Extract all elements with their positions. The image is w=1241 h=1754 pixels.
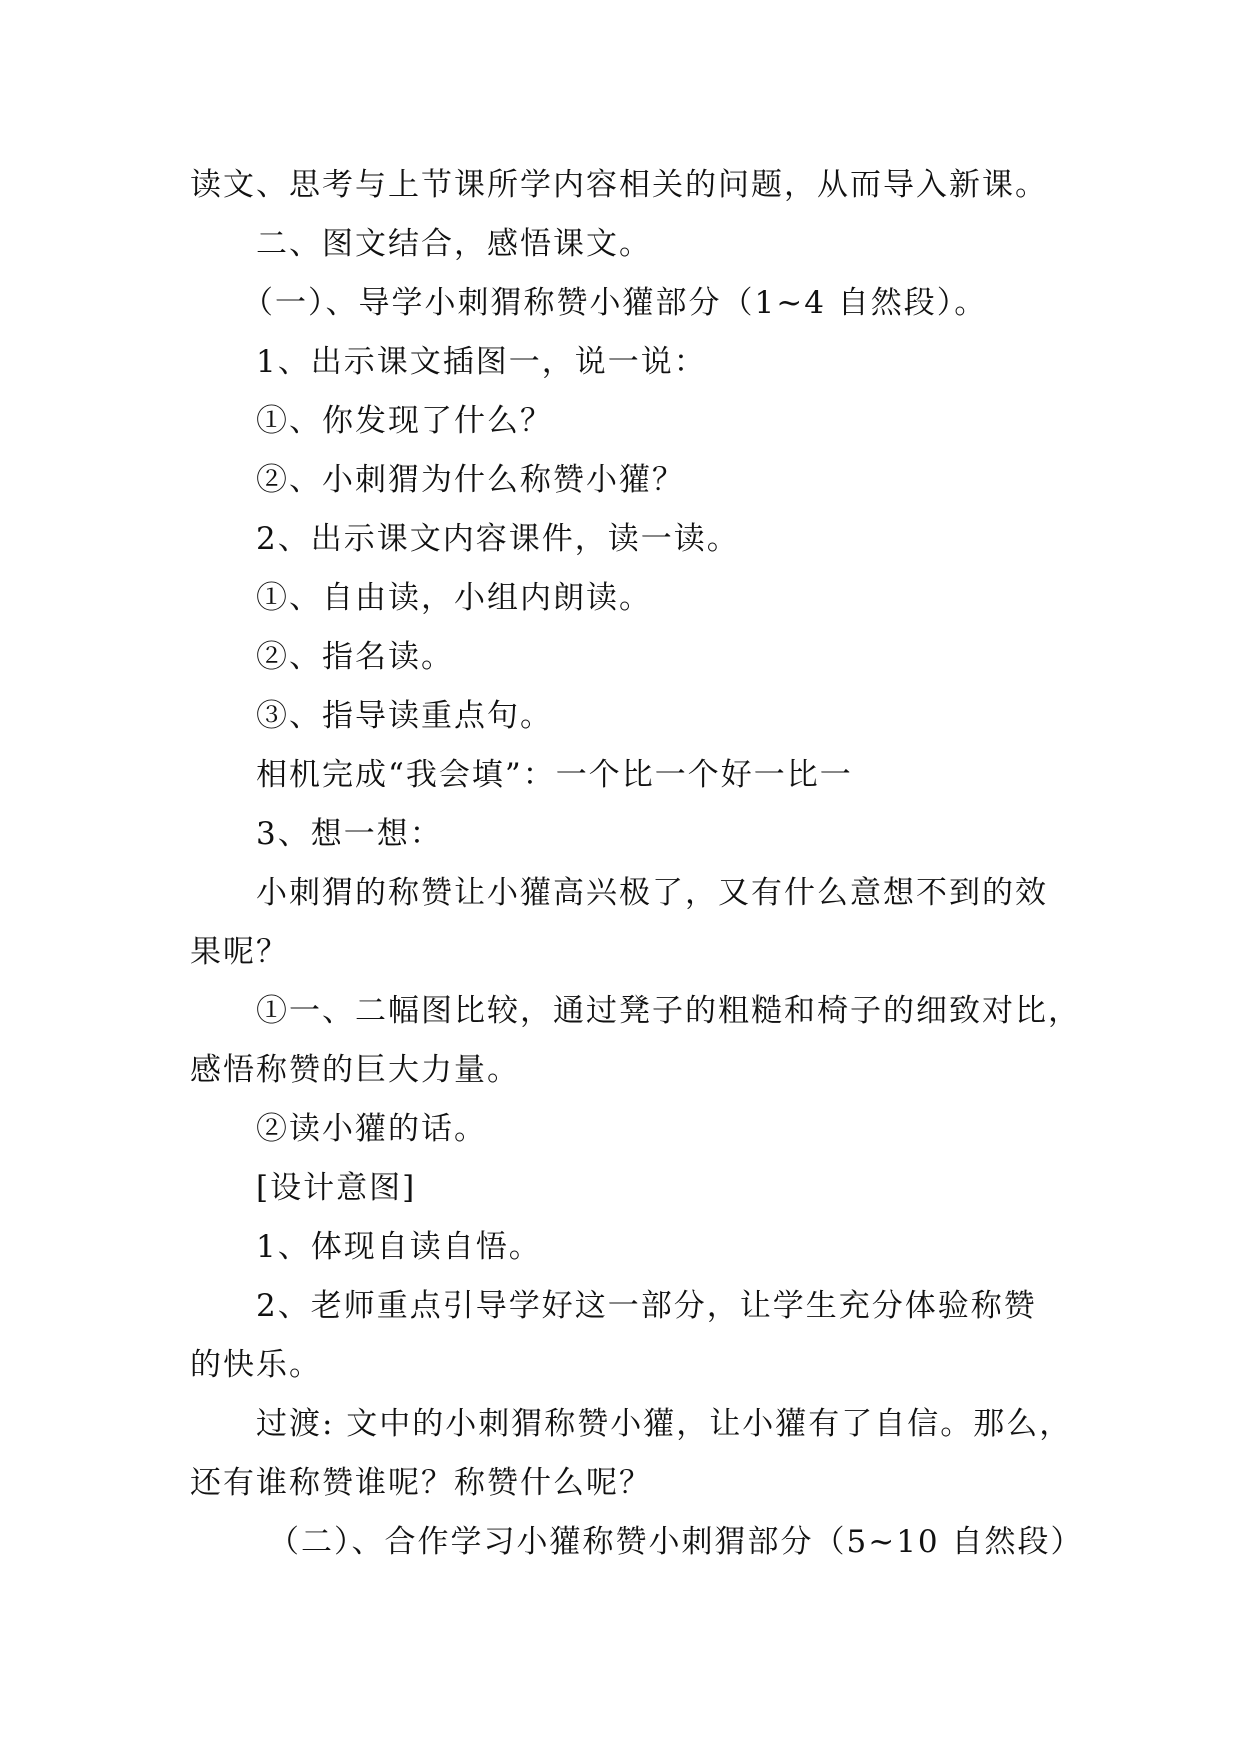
text-line: ②、小刺猬为什么称赞小獾？ [256,462,685,498]
text-line: 1、出示课文插图一，说一说： [256,344,707,380]
text-line: 的快乐。 [190,1347,322,1383]
text-line: ③、指导读重点句。 [256,698,553,734]
text-line: ①、自由读，小组内朗读。 [256,580,652,616]
text-line: 读文、思考与上节课所学内容相关的问题，从而导入新课。 [190,167,1048,203]
text-line: ②读小獾的话。 [256,1111,487,1147]
text-line: 小刺猬的称赞让小獾高兴极了，又有什么意想不到的效 [256,875,1048,911]
text-line: 还有谁称赞谁呢？称赞什么呢？ [190,1465,652,1501]
design-intent-heading: [设计意图] [256,1170,417,1206]
text-line: 果呢？ [190,934,289,970]
text-line: 感悟称赞的巨大力量。 [190,1052,520,1088]
text-line: 过渡: 文中的小刺猬称赞小獾，让小獾有了自信。那么， [256,1406,1073,1442]
text-line: 2、老师重点引导学好这一部分，让学生充分体验称赞 [256,1288,1037,1324]
section-heading: 二、图文结合，感悟课文。 [256,226,652,262]
text-line: 2、出示课文内容课件，读一读。 [256,521,740,557]
text-line: 1、体现自读自悟。 [256,1229,542,1265]
subsection-heading: （一）、导学小刺猬称赞小獾部分（1~4 自然段）。 [242,285,988,321]
text-line: ②、指名读。 [256,639,454,675]
text-line: 3、想一想： [256,816,443,852]
text-line: ①一、二幅图比较，通过凳子的粗糙和椅子的细致对比， [256,993,1081,1029]
text-line: ①、你发现了什么？ [256,403,553,439]
text-line: 相机完成“我会填”：一个比一个好一比一 [256,757,853,793]
subsection-heading: （二）、合作学习小獾称赞小刺猬部分（5~10 自然段） [268,1524,1084,1560]
document-body [190,156,1084,1572]
